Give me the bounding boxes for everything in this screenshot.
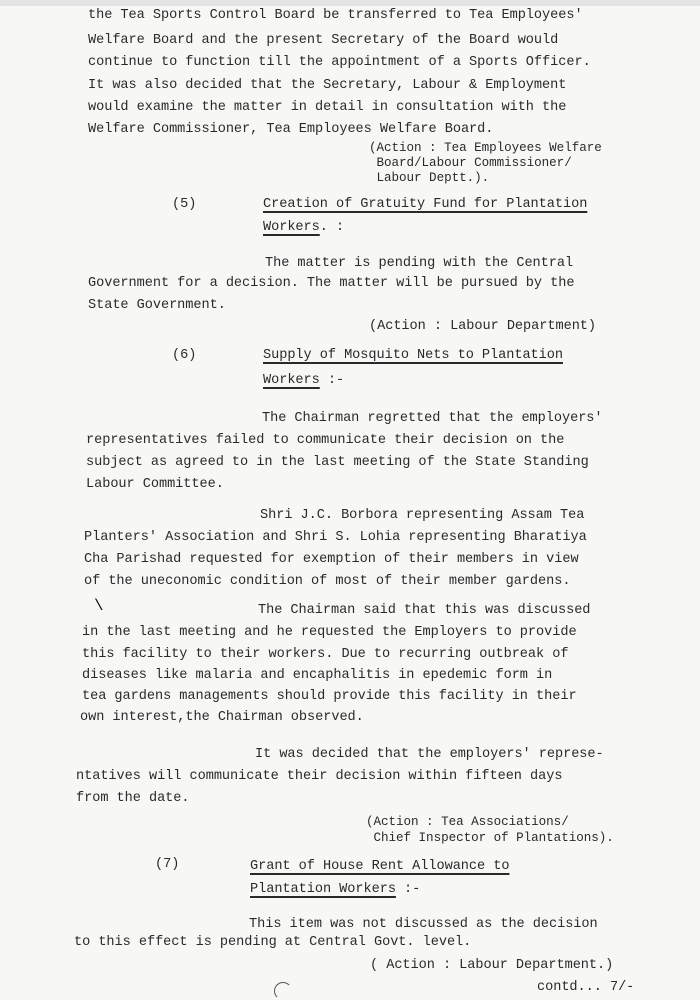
item-heading-suffix: :- bbox=[319, 373, 345, 388]
body-line: Planters' Association and Shri S. Lohia representing Bharatiya bbox=[84, 530, 587, 545]
item-heading-underlined: Workers bbox=[263, 373, 320, 388]
item-heading-suffix: :- bbox=[395, 882, 421, 897]
body-line: in the last meeting and he requested the Employers to provide bbox=[82, 625, 577, 640]
intro-line: would examine the matter in detail in consultation with the bbox=[88, 100, 567, 115]
item-heading-line-2 bbox=[263, 220, 344, 236]
action-note-line: (Action : Tea Associations/ bbox=[366, 815, 569, 829]
body-line: State Government. bbox=[88, 298, 226, 313]
body-line: The Chairman regretted that the employers' bbox=[262, 411, 603, 426]
body-line: ntatives will communicate their decision within fifteen days bbox=[76, 769, 563, 784]
body-line: Shri J.C. Borbora representing Assam Tea bbox=[260, 508, 585, 523]
pen-mark: \ bbox=[94, 597, 104, 615]
body-line: Cha Parishad requested for exemption of their members in view bbox=[84, 552, 579, 567]
item-heading-line-2 bbox=[263, 373, 344, 389]
action-note-line: Chief Inspector of Plantations). bbox=[366, 831, 614, 845]
body-line: The matter is pending with the Central bbox=[265, 256, 574, 271]
intro-line: Welfare Board and the present Secretary of the Board would bbox=[88, 33, 559, 48]
action-note: ( Action : Labour Department.) bbox=[370, 958, 614, 973]
item-heading-line-2 bbox=[250, 882, 420, 898]
body-line: subject as agreed to in the last meeting of the State Standing bbox=[86, 455, 589, 470]
intro-line: Welfare Commissioner, Tea Employees Welfare Board. bbox=[88, 122, 494, 137]
item-heading-underlined: Workers bbox=[263, 220, 320, 235]
body-line: representatives failed to communicate their decision on the bbox=[86, 433, 565, 448]
intro-line: the Tea Sports Control Board be transferred to Tea Employees' bbox=[88, 8, 583, 23]
action-note-line: (Action : Tea Employees Welfare bbox=[369, 141, 602, 155]
action-note-line: Board/Labour Commissioner/ bbox=[369, 156, 572, 170]
body-line: The Chairman said that this was discussed bbox=[258, 603, 591, 618]
continued-footer: contd... 7/- bbox=[537, 980, 635, 995]
item-heading: Creation of Gratuity Fund for Plantation bbox=[263, 197, 588, 212]
body-line: this facility to their workers. Due to recurring outbreak of bbox=[82, 647, 569, 662]
body-line: from the date. bbox=[76, 791, 190, 806]
action-note: (Action : Labour Department) bbox=[369, 319, 597, 334]
body-line: tea gardens managements should provide this facility in their bbox=[82, 689, 577, 704]
pen-mark bbox=[274, 982, 292, 1000]
body-line: This item was not discussed as the decision bbox=[249, 917, 598, 932]
item-heading: Supply of Mosquito Nets to Plantation bbox=[263, 348, 563, 363]
body-line: of the uneconomic condition of most of their member gardens. bbox=[84, 574, 571, 589]
intro-line: continue to function till the appointment of a Sports Officer. bbox=[88, 55, 591, 70]
scan-edge-shade bbox=[0, 0, 700, 6]
item-heading-underlined: Plantation Workers bbox=[250, 882, 396, 897]
action-note-line: Labour Deptt.). bbox=[369, 171, 490, 185]
body-line: Government for a decision. The matter will be pursued by the bbox=[88, 276, 575, 291]
body-line: Labour Committee. bbox=[86, 477, 224, 492]
body-line: It was decided that the employers' represe- bbox=[255, 747, 604, 762]
intro-line: It was also decided that the Secretary, Labour & Employment bbox=[88, 78, 567, 93]
body-line: own interest,the Chairman observed. bbox=[80, 710, 364, 725]
body-line: to this effect is pending at Central Govt. level. bbox=[74, 935, 472, 950]
item-heading: Grant of House Rent Allowance to bbox=[250, 859, 510, 874]
item-number: (5) bbox=[172, 197, 197, 212]
item-heading-suffix: . : bbox=[319, 220, 345, 235]
body-line: diseases like malaria and encaphalitis in epedemic form in bbox=[82, 668, 553, 683]
item-number: (6) bbox=[172, 348, 197, 363]
item-number: (7) bbox=[155, 857, 180, 872]
